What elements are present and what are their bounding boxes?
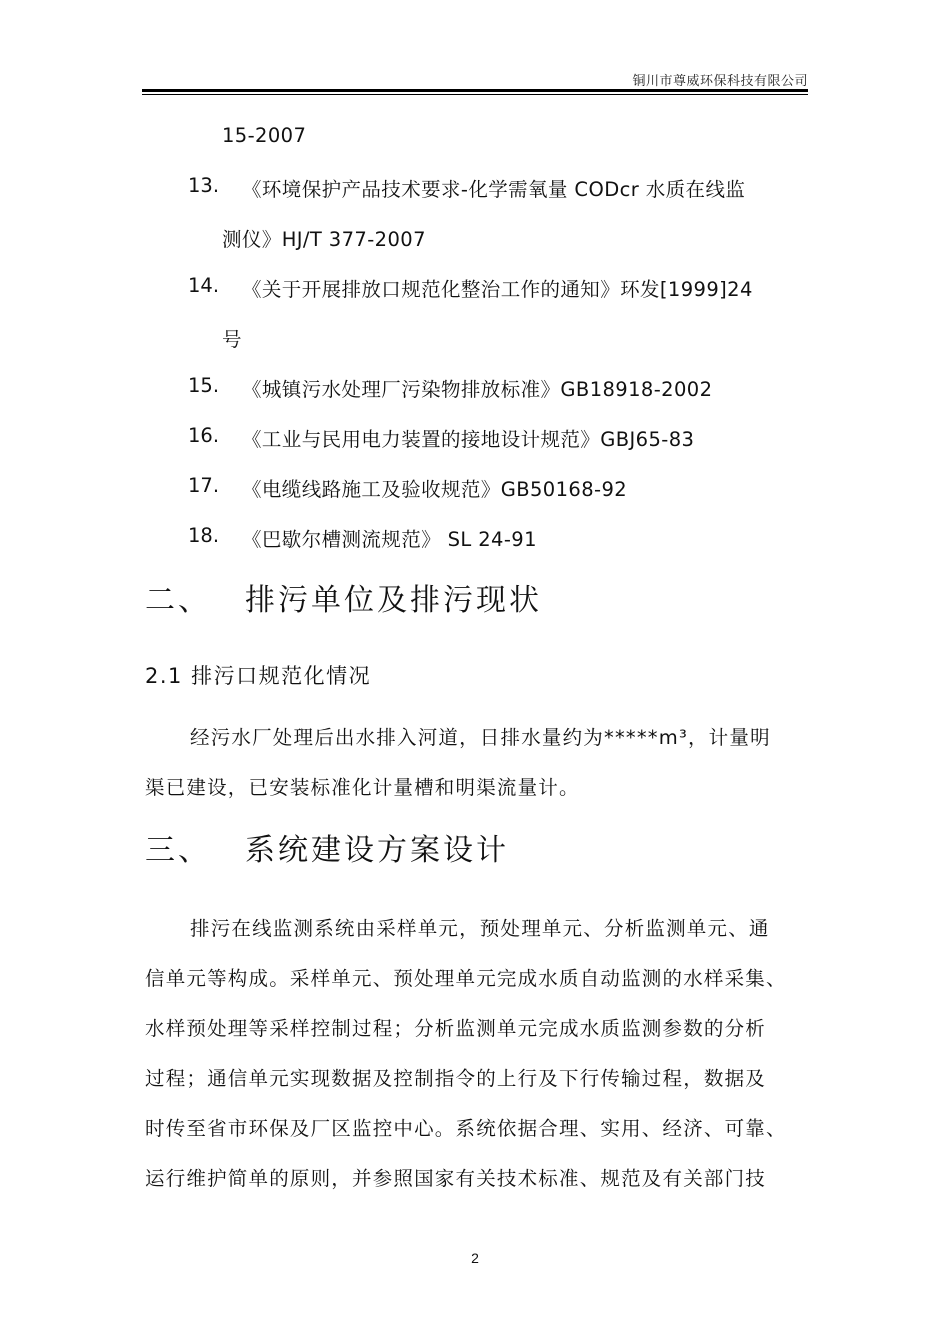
- reference-number: 15.: [188, 374, 220, 397]
- header-rule: [142, 89, 808, 92]
- page-number: 2: [471, 1250, 479, 1266]
- paragraph-line: 排污在线监测系统由采样单元，预处理单元、分析监测单元、通: [190, 917, 770, 940]
- section-number: 三、: [145, 833, 211, 868]
- paragraph-line: 水样预处理等采样控制过程；分析监测单元完成水质监测参数的分析: [145, 1017, 767, 1040]
- reference-line: 15-2007: [222, 124, 307, 147]
- section-heading-2: [145, 575, 542, 619]
- section-title: 排污单位及排污现状: [245, 583, 542, 618]
- reference-line: 《城镇污水处理厂污染物排放标准》GB18918-2002: [242, 378, 713, 401]
- reference-number: 18.: [188, 524, 220, 547]
- header-company-name: 铜川市尊威环保科技有限公司: [632, 74, 808, 89]
- paragraph-line: 过程；通信单元实现数据及控制指令的上行及下行传输过程，数据及: [145, 1067, 767, 1090]
- paragraph-line: 时传至省市环保及厂区监控中心。系统依据合理、实用、经济、可靠、: [145, 1117, 787, 1140]
- reference-line: 《巴歇尔槽测流规范》 SL 24-91: [242, 528, 537, 551]
- reference-number: 13.: [188, 174, 220, 197]
- reference-line: 《关于开展排放口规范化整治工作的通知》环发[1999]24: [242, 278, 753, 301]
- reference-line: 《环境保护产品技术要求-化学需氧量 CODcr 水质在线监: [242, 178, 746, 201]
- reference-line: 号: [222, 328, 242, 351]
- section-heading-3: [145, 825, 509, 869]
- paragraph-line: 运行维护简单的原则，并参照国家有关技术标准、规范及有关部门技: [145, 1167, 767, 1190]
- subsection-heading: 2.1 排污口规范化情况: [145, 664, 372, 688]
- paragraph-line: 信单元等构成。采样单元、预处理单元完成水质自动监测的水样采集、: [145, 967, 787, 990]
- section-number: 二、: [145, 583, 211, 618]
- header-rule-thin: [142, 94, 808, 95]
- reference-line: 《电缆线路施工及验收规范》GB50168-92: [242, 478, 628, 501]
- section-title: 系统建设方案设计: [245, 833, 509, 868]
- reference-number: 17.: [188, 474, 220, 497]
- paragraph-line: 渠已建设，已安装标准化计量槽和明渠流量计。: [145, 776, 580, 799]
- reference-number: 16.: [188, 424, 220, 447]
- reference-line: 《工业与民用电力装置的接地设计规范》GBJ65-83: [242, 428, 695, 451]
- paragraph-line: 经污水厂处理后出水排入河道，日排水量约为*****m³，计量明: [190, 726, 771, 749]
- reference-number: 14.: [188, 274, 220, 297]
- reference-line: 测仪》HJ/T 377-2007: [222, 228, 426, 251]
